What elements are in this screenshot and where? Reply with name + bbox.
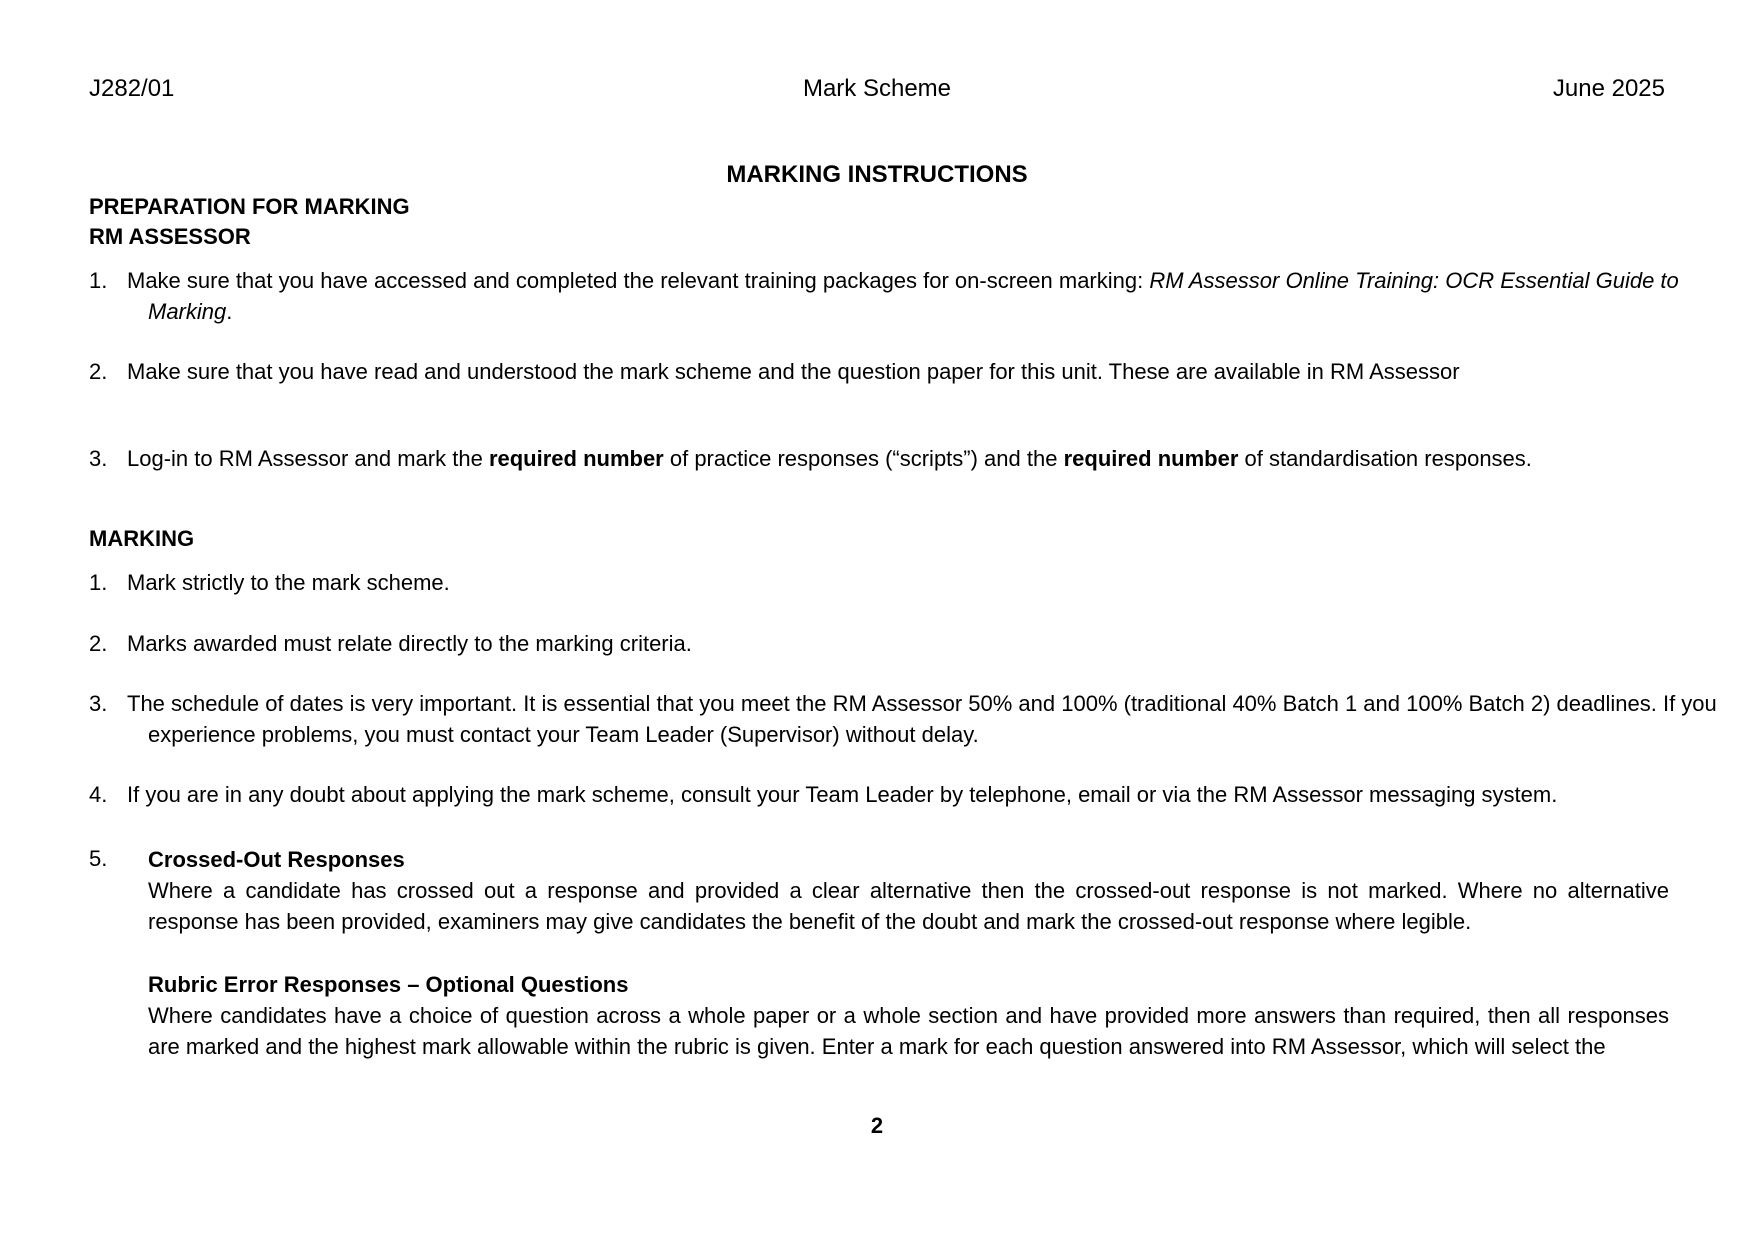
marking-item-1	[89, 567, 1728, 598]
prep-item-3-part3: of standardisation responses.	[1238, 446, 1532, 471]
prep-item-3-bold1: required number	[488, 446, 664, 471]
list-number: 2.	[89, 359, 108, 384]
list-number: 3.	[89, 691, 108, 716]
list-number: 1.	[89, 570, 108, 595]
prep-item-3	[89, 443, 1728, 474]
rubric-error-block	[148, 969, 1669, 1062]
header-document-title: Mark Scheme	[802, 75, 952, 102]
list-number: 3.	[89, 446, 108, 471]
marking-item-4-text: If you are in any doubt about applying the mark scheme, consult your Team Leader by telephone, email or via the RM Assessor messaging system.	[127, 782, 1558, 807]
prep-item-3-part2: of practice responses (“scripts”) and the	[663, 446, 1064, 471]
header-paper-code: J282/01	[89, 75, 175, 102]
section-heading-marking: MARKING	[89, 526, 195, 551]
crossed-out-text: Where a candidate has crossed out a response and provided a clear alternative then the crossed-out response is not marked. Where no alternative response has been provided, examiners may give candidates the benefit of the doubt and mark the crossed-out response where legible.	[148, 878, 1669, 934]
marking-item-2-text: Marks awarded must relate directly to the marking criteria.	[127, 631, 692, 656]
prep-item-2-text: Make sure that you have read and understood the mark scheme and the question paper for this unit. These are available in RM Assessor	[127, 359, 1460, 384]
marking-item-3-text: The schedule of dates is very important. It is essential that you meet the RM Assessor 50% and 100% (traditional 40% Batch 1 and 100% Batch 2) deadlines. If you experience problems, you must contact your Team Leader (Supervisor) without delay.	[127, 691, 1717, 747]
header-date: June 2025	[1552, 75, 1665, 102]
crossed-out-heading: Crossed-Out Responses	[148, 847, 405, 872]
page-title: MARKING INSTRUCTIONS	[726, 161, 1028, 188]
marking-item-5	[148, 844, 1669, 937]
prep-item-1-italic: RM Assessor Online Training: OCR Essential Guide to Marking	[148, 268, 1679, 324]
marking-item-2	[89, 628, 1728, 659]
marking-item-1-text: Mark strictly to the mark scheme.	[127, 570, 450, 595]
section-heading-preparation: PREPARATION FOR MARKING	[89, 194, 410, 219]
list-number: 2.	[89, 631, 108, 656]
prep-item-1-text: Make sure that you have accessed and completed the relevant training packages for on-screen marking:	[127, 268, 1150, 293]
prep-item-1	[89, 265, 1728, 327]
list-number: 5.	[89, 846, 108, 871]
prep-item-2	[89, 356, 1728, 387]
prep-item-3-bold2: required number	[1063, 446, 1239, 471]
list-number: 1.	[89, 268, 108, 293]
rubric-error-text: Where candidates have a choice of question across a whole paper or a whole section and have provided more answers than required, then all responses are marked and the highest mark allowable within the rubric is given. Enter a mark for each question answered into RM Assessor, which will select the	[148, 1003, 1669, 1059]
marking-item-3	[89, 688, 1728, 750]
page-number: 2	[870, 1113, 884, 1138]
prep-item-3-part1: Log-in to RM Assessor and mark the	[127, 446, 489, 471]
rubric-error-heading: Rubric Error Responses – Optional Questions	[148, 972, 629, 997]
list-number: 4.	[89, 782, 108, 807]
section-heading-rm-assessor: RM ASSESSOR	[89, 224, 251, 249]
prep-item-1-tail: .	[226, 299, 233, 324]
marking-item-4	[89, 779, 1728, 810]
